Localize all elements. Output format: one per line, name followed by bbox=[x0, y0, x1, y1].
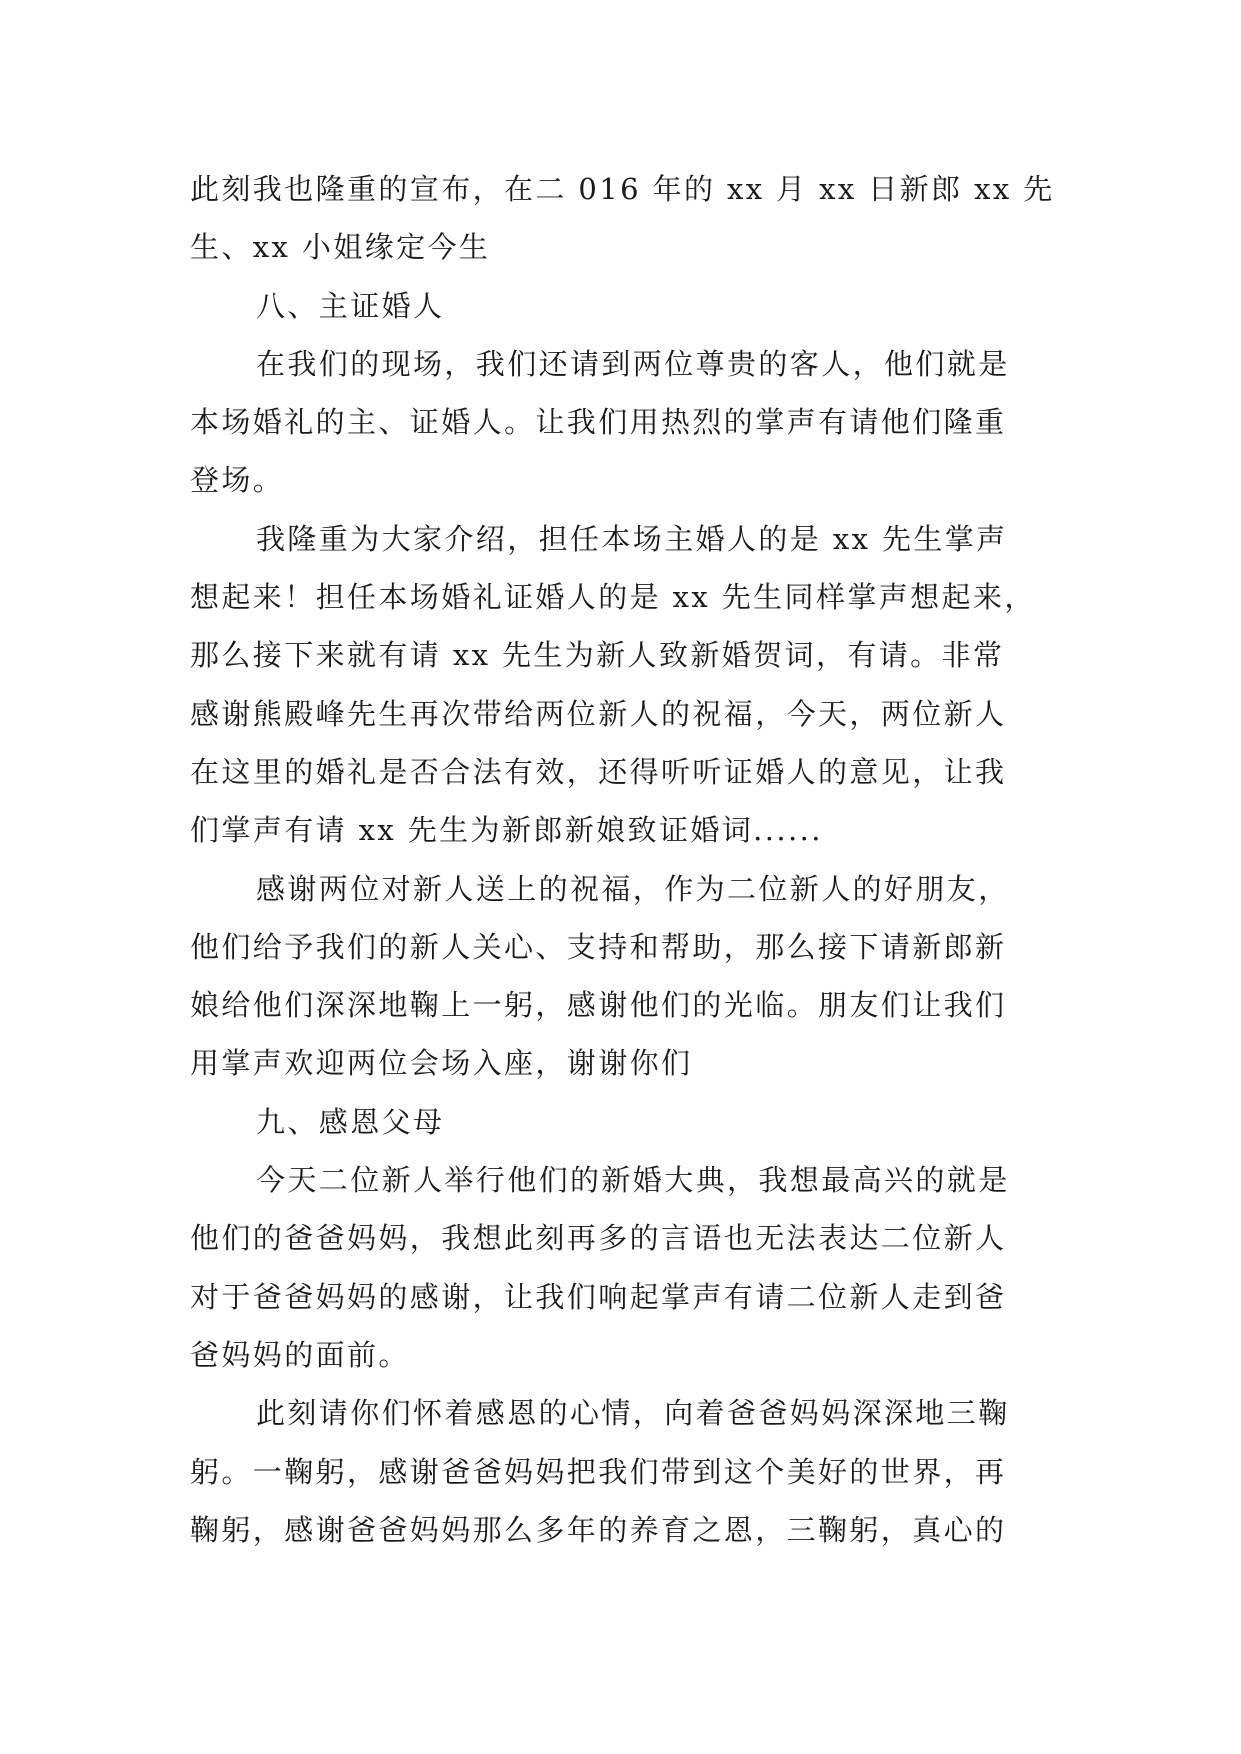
paragraph-continuation: 此刻我也隆重的宣布，在二 016 年的 xx 月 xx 日新郎 xx 先 生、xx 小姐缘定今生 bbox=[190, 172, 1055, 265]
paragraph: 我隆重为大家介绍，担任本场主婚人的是 xx 先生掌声 想起来！担任本场婚礼证婚人的是 xx 先生同样掌声想起来， 那么接下来就有请 xx 先生为新人致新婚贺词，有请。非常 感谢熊殿峰先生再次带给两位新人的祝福，今天，两位新人 在这里的婚礼是否合法有效，还得听听证婚人的意见，让我 们掌声有请 xx 先生为新郎新娘致证婚词...... bbox=[190, 521, 1036, 848]
paragraph: 感谢两位对新人送上的祝福，作为二位新人的好朋友， 他们给予我们的新人关心、支持和帮助，那么接下请新郎新 娘给他们深深地鞠上一躬，感谢他们的光临。朋友们让我们 用掌声欢迎两位会场入座，谢谢你们 bbox=[190, 871, 1010, 1081]
paragraph: 此刻请你们怀着感恩的心情，向着爸爸妈妈深深地三鞠 躬。一鞠躬，感谢爸爸妈妈把我们带到这个美好的世界，再 鞠躬，感谢爸爸妈妈那么多年的养育之恩，三鞠躬，真心的 bbox=[190, 1396, 1010, 1547]
section-heading-9: 九、感恩父母 bbox=[256, 1104, 445, 1139]
paragraph: 今天二位新人举行他们的新婚大典，我想最高兴的就是 他们的爸爸妈妈，我想此刻再多的言语也无法表达二位新人 对于爸爸妈妈的感谢，让我们响起掌声有请二位新人走到爸 爸妈妈的面前。 bbox=[190, 1163, 1010, 1372]
section-heading-8: 八、主证婚人 bbox=[256, 288, 445, 323]
paragraph: 在我们的现场，我们还请到两位尊贵的客人，他们就是 本场婚礼的主、证婚人。让我们用热烈的掌声有请他们隆重 登场。 bbox=[190, 346, 1010, 498]
document-body bbox=[190, 160, 1055, 1559]
